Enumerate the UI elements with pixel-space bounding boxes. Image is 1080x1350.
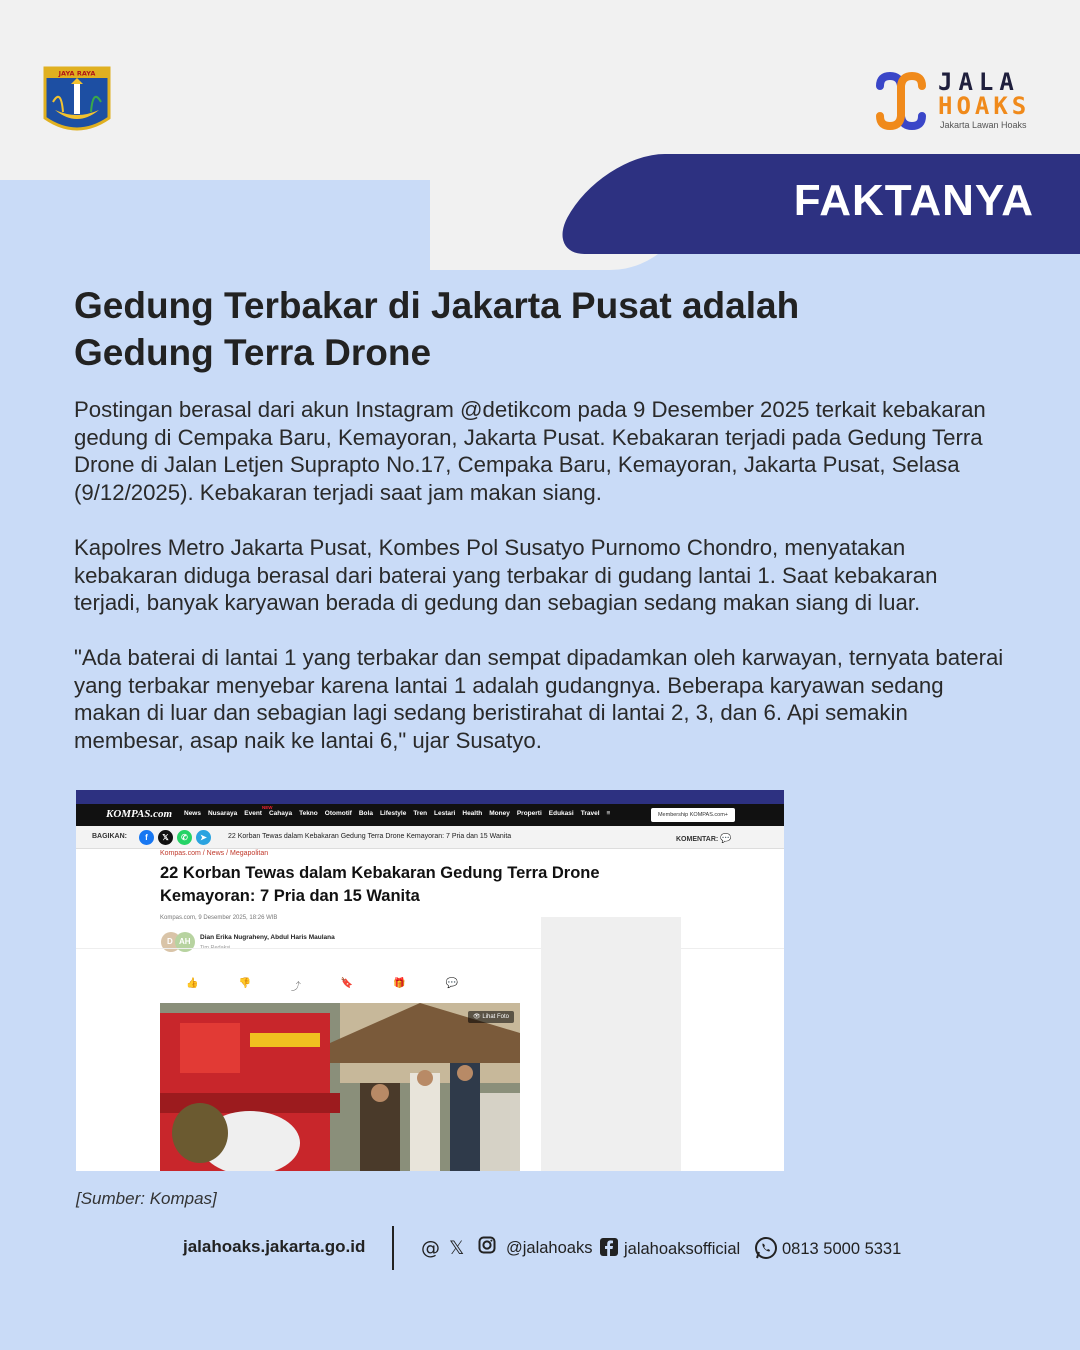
bookmark-icon[interactable]: 🔖 [340, 978, 354, 989]
footer-website[interactable]: jalahoaks.jakarta.go.id [183, 1237, 366, 1256]
article-headline [74, 282, 974, 376]
paragraph-2: Kapolres Metro Jakarta Pusat, Kombes Pol Susatyo Purnomo Chondro, menyatakan kebakaran diduga berasal dari baterai yang terbakar di gudang lantai 1. Saat kebakaran terjadi, banyak karyawan berada di gedung dan sebagian sedang makan siang di luar. [74, 535, 938, 616]
screenshot-nav-items [184, 810, 610, 817]
facebook-icon[interactable] [600, 1238, 618, 1261]
faktanya-banner: FAKTANYA [793, 176, 1034, 225]
logo-tagline: Jakarta Lawan Hoaks [940, 120, 1027, 130]
article-authors[interactable]: Dian Erika Nugraheny, Abdul Haris Maulana [200, 934, 335, 941]
footer-separator [392, 1226, 394, 1270]
gift-icon[interactable]: 🎁 [393, 978, 406, 989]
nav-item[interactable]: Money [489, 810, 510, 817]
like-icon[interactable]: 👍 [186, 978, 199, 989]
jala-hoaks-mark-icon [870, 70, 932, 132]
paragraph-3: "Ada baterai di lantai 1 yang terbakar dan sempat dipadamkan oleh karwayan, ternyata baterai yang terbakar menyebar karena lantai 1 adalah gudangnya. Beberapa karyawan sedang makan di luar dan sebagian lagi sedang beristirahat di lantai 2, 3, dan 6. Api semakin membesar, asap naik ke lantai 6," ujar Susatyo. [74, 645, 1004, 753]
share-article-title: 22 Korban Tewas dalam Kebakaran Gedung Terra Drone Kemayoran: 7 Pria dan 15 Wanita [228, 833, 512, 840]
date-value: 9 Desember 2025, 18:26 WIB [198, 915, 278, 921]
x-icon[interactable]: 𝕏 [158, 830, 173, 845]
nav-item[interactable]: Event [244, 810, 262, 817]
screenshot-top-bar [76, 790, 784, 804]
article-actions [186, 978, 458, 993]
view-photo-label: Lihat Foto [482, 1014, 509, 1020]
avatar-2: AH [179, 937, 191, 946]
ad-placeholder [541, 917, 681, 1171]
nav-item[interactable]: Travel [580, 810, 600, 817]
membership-button[interactable]: Membership KOMPAS.com+ [651, 808, 735, 822]
social-handle[interactable]: @jalahoaks [506, 1239, 593, 1257]
breadcrumb[interactable]: Kompas.com / News / Megapolitan [160, 850, 269, 857]
view-photo-button[interactable] [468, 1011, 514, 1023]
nav-item[interactable]: Lestari [434, 810, 456, 817]
kompas-article-screenshot [76, 790, 784, 1171]
nav-item[interactable]: Health [462, 810, 483, 817]
kompas-logo: KOMPAS.com [106, 808, 173, 820]
telegram-icon[interactable]: ➤ [196, 830, 211, 845]
nav-item[interactable]: ≡ [606, 810, 611, 817]
whatsapp-icon[interactable]: ✆ [177, 830, 192, 845]
nav-new-badge: NEW [262, 805, 273, 810]
logo-title-hoaks: HOAKS [938, 92, 1031, 120]
comment-action-icon[interactable]: 💬 [445, 978, 459, 989]
article-date [160, 915, 277, 921]
facebook-handle[interactable]: jalahoaksofficial [624, 1240, 741, 1258]
eye-icon: 👁 [473, 1014, 481, 1020]
paragraph-1: Postingan berasal dari akun Instagram @detikcom pada 9 Desember 2025 terkait kebakaran gedung di Cempaka Baru, Kemayoran, Jakarta Pusat. Kebakaran terjadi pada Gedung Terra Drone di Jalan Letjen Suprapto No.17, Cempaka Baru, Kemayoran, Jakarta Pusat, Selasa (9/12/2025). Kebakaran terjadi saat jam makan siang. [74, 397, 986, 505]
threads-icon[interactable]: @ [421, 1237, 440, 1259]
source-caption: [Sumber: Kompas] [76, 1189, 217, 1208]
jala-hoaks-logo [870, 66, 1050, 138]
nav-item[interactable]: News [184, 810, 201, 817]
dislike-icon[interactable]: 👎 [238, 978, 251, 989]
facebook-icon[interactable]: f [139, 830, 154, 845]
author-avatars [160, 931, 200, 958]
nav-item[interactable]: Otomotif [324, 810, 352, 817]
instagram-icon[interactable] [478, 1236, 496, 1259]
share-icon[interactable]: ⤴ [290, 982, 301, 993]
svg-text:JAYA RAYA: JAYA RAYA [58, 69, 96, 78]
nav-item[interactable]: Tekno [299, 810, 318, 817]
nav-item[interactable]: Edukasi [548, 810, 574, 817]
comment-label-text: KOMENTAR: [676, 836, 719, 843]
x-twitter-icon[interactable]: 𝕏 [449, 1237, 465, 1259]
nav-item[interactable]: Nusaraya [207, 810, 238, 817]
screenshot-article-title: 22 Korban Tewas dalam Kebakaran Gedung Terra Drone Kemayoran: 7 Pria dan 15 Wanita [160, 864, 600, 905]
comment-label[interactable] [676, 833, 731, 844]
whatsapp-icon[interactable] [754, 1236, 778, 1265]
nav-item[interactable]: Properti [516, 810, 542, 817]
nav-item[interactable]: Cahaya [268, 810, 293, 817]
headline-line-2: Gedung Terra Drone [74, 332, 432, 373]
nav-item[interactable]: Lifestyle [379, 810, 407, 817]
nav-item[interactable]: Tren [413, 810, 428, 817]
nav-item[interactable]: Bola [358, 810, 373, 817]
share-label: BAGIKAN: [92, 833, 127, 840]
headline-line-1: Gedung Terbakar di Jakarta Pusat adalah [74, 285, 800, 326]
date-source: Kompas.com, [160, 915, 197, 921]
avatar-1: D [167, 937, 173, 946]
comment-icon: 💬 [720, 833, 732, 843]
fire-scene-photo[interactable] [160, 1003, 520, 1171]
logo-title-jala: JALA [938, 68, 1020, 96]
phone-number[interactable]: 0813 5000 5331 [782, 1240, 902, 1258]
jakarta-emblem-logo [43, 66, 111, 138]
share-icons [139, 830, 211, 845]
